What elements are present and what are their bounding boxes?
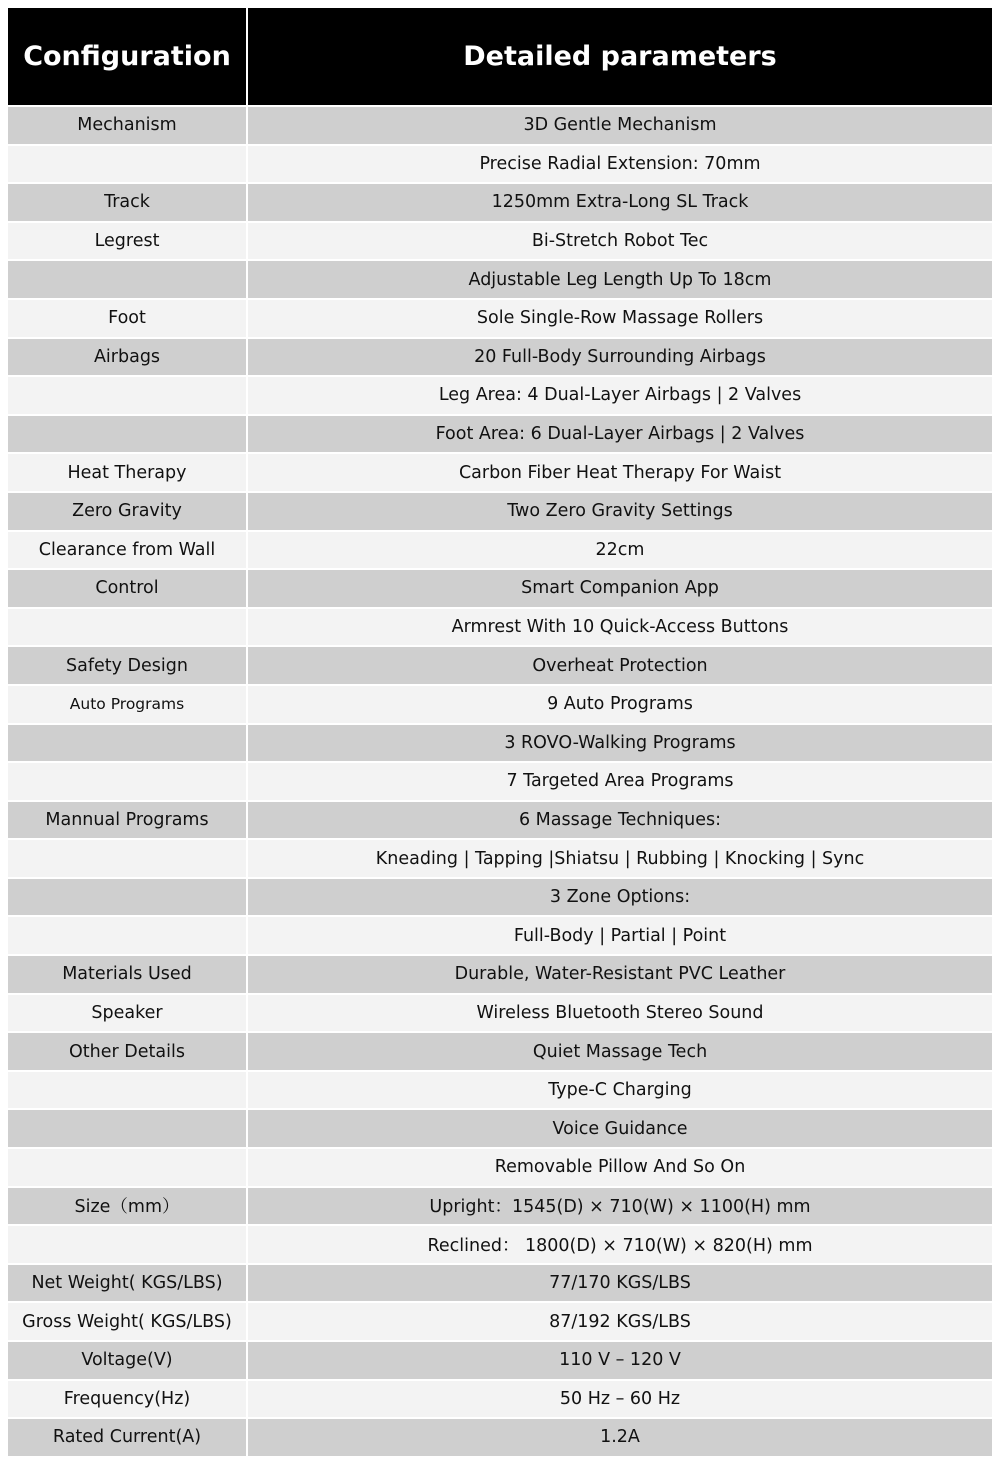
config-cell: Size（mm） [8, 1187, 247, 1226]
table-row [8, 299, 992, 338]
config-cell: Clearance from Wall [8, 531, 247, 570]
spec-table [8, 8, 992, 1456]
header-parameters: Detailed parameters [247, 8, 992, 106]
table-row [8, 1148, 992, 1187]
table-row [8, 685, 992, 724]
config-cell: Other Details [8, 1032, 247, 1071]
table-row [8, 531, 992, 570]
config-cell [8, 415, 247, 454]
table-row [8, 801, 992, 840]
param-cell: Quiet Massage Tech [247, 1032, 992, 1071]
config-cell [8, 878, 247, 917]
param-cell: Foot Area: 6 Dual-Layer Airbags | 2 Valves [247, 415, 992, 454]
param-cell: 22cm [247, 531, 992, 570]
param-cell: 9 Auto Programs [247, 685, 992, 724]
table-row [8, 338, 992, 377]
param-cell: Reclined： 1800(D) × 710(W) × 820(H) mm [247, 1225, 992, 1264]
param-cell: Sole Single-Row Massage Rollers [247, 299, 992, 338]
config-cell [8, 1109, 247, 1148]
param-cell: Upright：1545(D) × 710(W) × 1100(H) mm [247, 1187, 992, 1226]
table-row [8, 608, 992, 647]
param-cell: 3D Gentle Mechanism [247, 106, 992, 145]
param-cell: 6 Massage Techniques: [247, 801, 992, 840]
config-cell [8, 608, 247, 647]
table-row [8, 106, 992, 145]
config-cell [8, 1225, 247, 1264]
config-cell [8, 376, 247, 415]
table-row [8, 453, 992, 492]
param-cell: Removable Pillow And So On [247, 1148, 992, 1187]
table-row [8, 1341, 992, 1380]
config-cell [8, 1071, 247, 1110]
config-cell: Track [8, 183, 247, 222]
table-row [8, 1264, 992, 1303]
table-row [8, 1302, 992, 1341]
header-configuration: Configuration [8, 8, 247, 106]
table-row [8, 1109, 992, 1148]
table-row [8, 492, 992, 531]
table-row [8, 878, 992, 917]
param-cell: Carbon Fiber Heat Therapy For Waist [247, 453, 992, 492]
table-row [8, 569, 992, 608]
param-cell: Armrest With 10 Quick-Access Buttons [247, 608, 992, 647]
param-cell: 110 V – 120 V [247, 1341, 992, 1380]
config-cell: Legrest [8, 222, 247, 261]
table-row [8, 1071, 992, 1110]
config-cell: Net Weight( KGS/LBS) [8, 1264, 247, 1303]
config-cell: Speaker [8, 994, 247, 1033]
config-cell: Rated Current(A) [8, 1418, 247, 1456]
config-cell [8, 916, 247, 955]
config-cell [8, 145, 247, 184]
table-row [8, 415, 992, 454]
config-cell: Gross Weight( KGS/LBS) [8, 1302, 247, 1341]
config-cell: Foot [8, 299, 247, 338]
config-cell [8, 839, 247, 878]
param-cell: Bi-Stretch Robot Tec [247, 222, 992, 261]
param-cell: 7 Targeted Area Programs [247, 762, 992, 801]
param-cell: Precise Radial Extension: 70mm [247, 145, 992, 184]
config-cell: Heat Therapy [8, 453, 247, 492]
config-cell: Airbags [8, 338, 247, 377]
config-cell: Control [8, 569, 247, 608]
param-cell: 77/170 KGS/LBS [247, 1264, 992, 1303]
table-row [8, 1418, 992, 1456]
param-cell: Kneading | Tapping |Shiatsu | Rubbing | Knocking | Sync [247, 839, 992, 878]
table-row [8, 376, 992, 415]
param-cell: Wireless Bluetooth Stereo Sound [247, 994, 992, 1033]
table-row [8, 916, 992, 955]
table-row [8, 839, 992, 878]
param-cell: Two Zero Gravity Settings [247, 492, 992, 531]
param-cell: 50 Hz – 60 Hz [247, 1380, 992, 1419]
config-cell: Safety Design [8, 646, 247, 685]
table-row [8, 1187, 992, 1226]
table-row [8, 955, 992, 994]
table-row [8, 260, 992, 299]
table-row [8, 1032, 992, 1071]
config-cell [8, 260, 247, 299]
param-cell: Full-Body | Partial | Point [247, 916, 992, 955]
config-cell: Mannual Programs [8, 801, 247, 840]
table-row [8, 1380, 992, 1419]
param-cell: Adjustable Leg Length Up To 18cm [247, 260, 992, 299]
param-cell: Voice Guidance [247, 1109, 992, 1148]
param-cell: Smart Companion App [247, 569, 992, 608]
param-cell: 20 Full-Body Surrounding Airbags [247, 338, 992, 377]
config-cell [8, 762, 247, 801]
config-cell: Zero Gravity [8, 492, 247, 531]
config-cell: Materials Used [8, 955, 247, 994]
spec-body [8, 106, 992, 1456]
table-row [8, 145, 992, 184]
param-cell: 1250mm Extra-Long SL Track [247, 183, 992, 222]
table-row [8, 1225, 992, 1264]
param-cell: Durable, Water-Resistant PVC Leather [247, 955, 992, 994]
config-cell: Frequency(Hz) [8, 1380, 247, 1419]
param-cell: Type-C Charging [247, 1071, 992, 1110]
table-row [8, 724, 992, 763]
header-row [8, 8, 992, 106]
table-row [8, 222, 992, 261]
table-row [8, 646, 992, 685]
table-row [8, 183, 992, 222]
config-cell: Voltage(V) [8, 1341, 247, 1380]
config-cell [8, 724, 247, 763]
param-cell: Leg Area: 4 Dual-Layer Airbags | 2 Valves [247, 376, 992, 415]
param-cell: 1.2A [247, 1418, 992, 1456]
table-row [8, 994, 992, 1033]
config-cell: Mechanism [8, 106, 247, 145]
param-cell: 3 ROVO-Walking Programs [247, 724, 992, 763]
config-cell: Auto Programs [8, 685, 247, 724]
config-cell [8, 1148, 247, 1187]
table-row [8, 762, 992, 801]
param-cell: Overheat Protection [247, 646, 992, 685]
param-cell: 3 Zone Options: [247, 878, 992, 917]
param-cell: 87/192 KGS/LBS [247, 1302, 992, 1341]
